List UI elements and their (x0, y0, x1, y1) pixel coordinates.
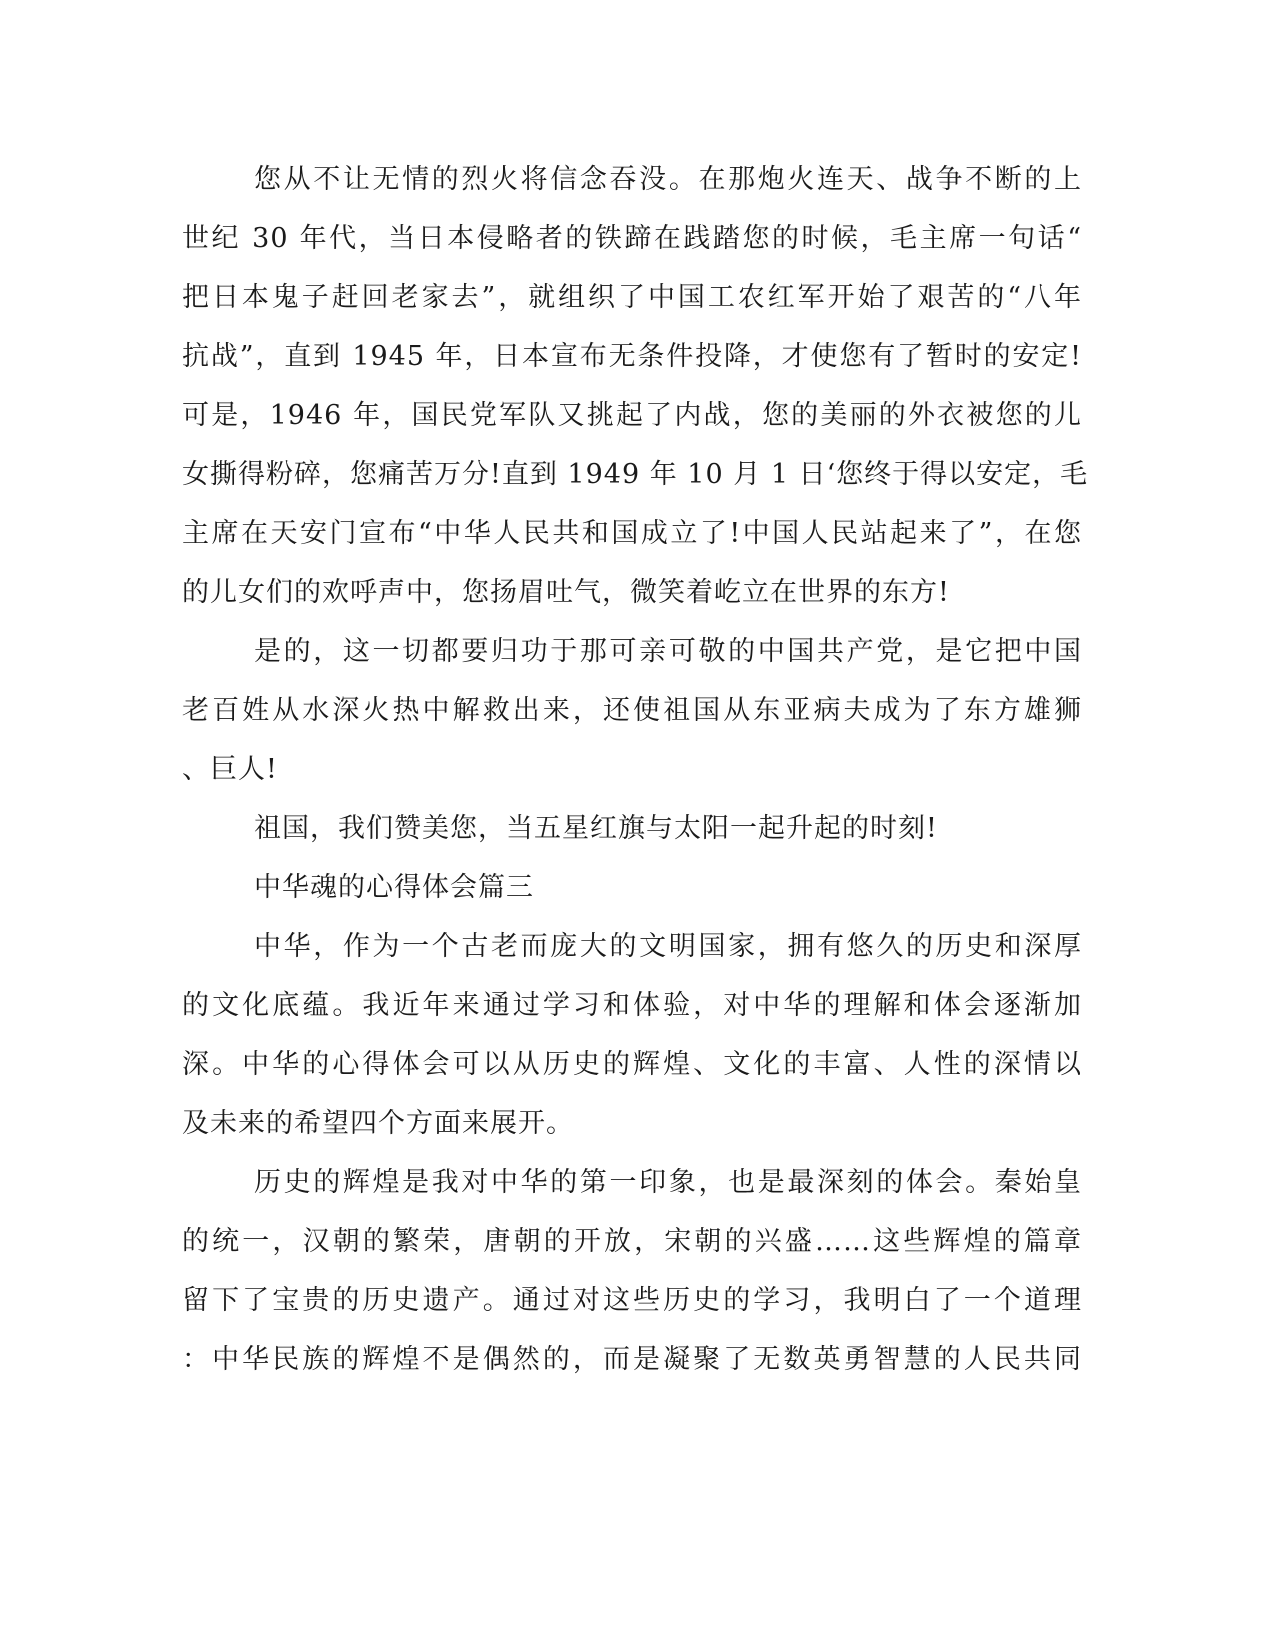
text-line: 中华，作为一个古老而庞大的文明国家，拥有悠久的历史和深厚 (254, 931, 1082, 962)
text-line: 的儿女们的欢呼声中，您扬眉吐气，微笑着屹立在世界的东方! (182, 577, 950, 608)
text-line: 女撕得粉碎，您痛苦万分!直到 1949 年 10 月 1 日‘您终于得以安定，毛 (182, 459, 1089, 490)
text-line: 历史的辉煌是我对中华的第一印象，也是最深刻的体会。秦始皇 (254, 1167, 1082, 1198)
text-line: 是的，这一切都要归功于那可亲可敬的中国共产党，是它把中国 (254, 636, 1082, 667)
section-heading: 中华魂的心得体会篇三 (254, 872, 534, 903)
text-line: 主席在天安门宣布“中华人民共和国成立了!中国人民站起来了”，在您 (182, 518, 1082, 549)
document-page (182, 150, 1089, 1389)
text-line: 、巨人! (182, 754, 278, 785)
text-line: 把日本鬼子赶回老家去”，就组织了中国工农红军开始了艰苦的“八年 (182, 282, 1082, 313)
text-line: 您从不让无情的烈火将信念吞没。在那炮火连天、战争不断的上 (254, 164, 1082, 195)
text-line: 的统一，汉朝的繁荣，唐朝的开放，宋朝的兴盛……这些辉煌的篇章 (182, 1226, 1082, 1257)
text-line: 深。中华的心得体会可以从历史的辉煌、文化的丰富、人性的深情以 (182, 1049, 1082, 1080)
text-line: 抗战”，直到 1945 年，日本宣布无条件投降，才使您有了暂时的安定! (182, 341, 1082, 372)
text-line: 及未来的希望四个方面来展开。 (182, 1108, 574, 1139)
text-line: ：中华民族的辉煌不是偶然的，而是凝聚了无数英勇智慧的人民共同 (182, 1344, 1082, 1375)
text-line: 世纪 30 年代，当日本侵略者的铁蹄在践踏您的时候，毛主席一句话“ (182, 223, 1082, 254)
text-line: 老百姓从水深火热中解救出来，还使祖国从东亚病夫成为了东方雄狮 (182, 695, 1082, 726)
text-line: 留下了宝贵的历史遗产。通过对这些历史的学习，我明白了一个道理 (182, 1285, 1082, 1316)
text-line: 的文化底蕴。我近年来通过学习和体验，对中华的理解和体会逐渐加 (182, 990, 1082, 1021)
text-line: 可是，1946 年，国民党军队又挑起了内战，您的美丽的外衣被您的儿 (182, 400, 1082, 431)
text-line: 祖国，我们赞美您，当五星红旗与太阳一起升起的时刻! (254, 813, 938, 844)
